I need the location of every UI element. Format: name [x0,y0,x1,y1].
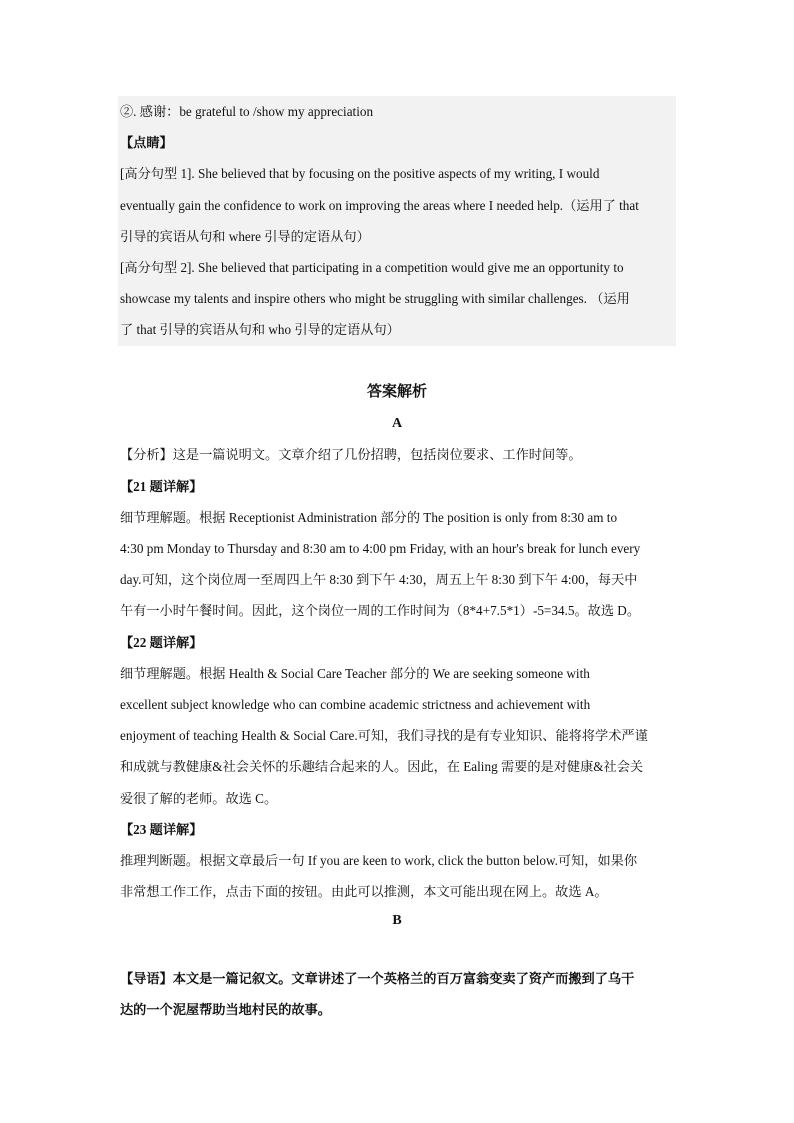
q22-line-5: 爱很了解的老师。故选 C。 [120,791,278,806]
box-line-1: ②. 感谢：be grateful to /show my appreciation [120,104,374,119]
q21-heading: 【21 题详解】 [120,479,203,494]
q23-line-1: 推理判断题。根据文章最后一句 If you are keen to work, click the button below.可知，如果你 [120,853,638,868]
q21-line-2: 4:30 pm Monday to Thursday and 8:30 am to 4:00 pm Friday, with an hour's break for lunch every [120,541,641,556]
page-title: 答案解析 [366,384,427,400]
guide-line-2: 达的一个泥屋帮助当地村民的故事。 [120,1002,331,1017]
q21-line-1: 细节理解题。根据 Receptionist Administration 部分的 The position is only from 8:30 am to [120,510,618,525]
box-line-8: 了 that 引导的宾语从句和 who 引导的定语从句） [120,322,400,337]
guide-line-1: 【导语】本文是一篇记叙文。文章讲述了一个英格兰的百万富翁变卖了资产而搬到了乌干 [120,971,635,986]
q22-line-4: 和成就与教健康&社会关怀的乐趣结合起来的人。因此，在 Ealing 需要的是对健康&社会关 [120,759,644,774]
box-line-7: showcase my talents and inspire others who might be struggling with similar challenges. （运用 [120,291,630,306]
analysis-text: 【分析】这是一篇说明文。文章介绍了几份招聘，包括岗位要求、工作时间等。 [120,447,582,462]
q22-line-3: enjoyment of teaching Health & Social Care.可知，我们寻找的是有专业知识、能将将学术严谨 [120,728,648,743]
section-b-heading: B [392,913,402,928]
q23-line-2: 非常想工作工作，点击下面的按钮。由此可以推测，本文可能出现在网上。故选 A。 [120,884,608,899]
q22-line-1: 细节理解题。根据 Health & Social Care Teacher 部分的 We are seeking someone with [120,666,590,681]
q22-heading: 【22 题详解】 [120,635,203,650]
box-line-4: eventually gain the confidence to work on improving the areas where I needed help.（运用了 that [120,198,639,213]
q22-line-2: excellent subject knowledge who can combine academic strictness and achievement with [120,697,591,712]
q21-line-4: 午有一小时午餐时间。因此，这个岗位一周的工作时间为（8*4+7.5*1）-5=34.5。故选 D。 [120,603,641,618]
section-a-heading: A [391,416,403,431]
box-line-2: 【点睛】 [120,135,173,150]
box-line-6: [高分句型 2]. She believed that participating in a competition would give me an opportunity to [120,260,624,275]
box-line-5: 引导的宾语从句和 where 引导的定语从句） [120,229,370,244]
q21-line-3: day.可知，这个岗位周一至周四上午 8:30 到下午 4:30，周五上午 8:30 到下午 4:00，每天中 [120,572,638,587]
box-line-3: [高分句型 1]. She believed that by focusing on the positive aspects of my writing, I would [120,166,600,181]
q23-heading: 【23 题详解】 [120,822,203,837]
